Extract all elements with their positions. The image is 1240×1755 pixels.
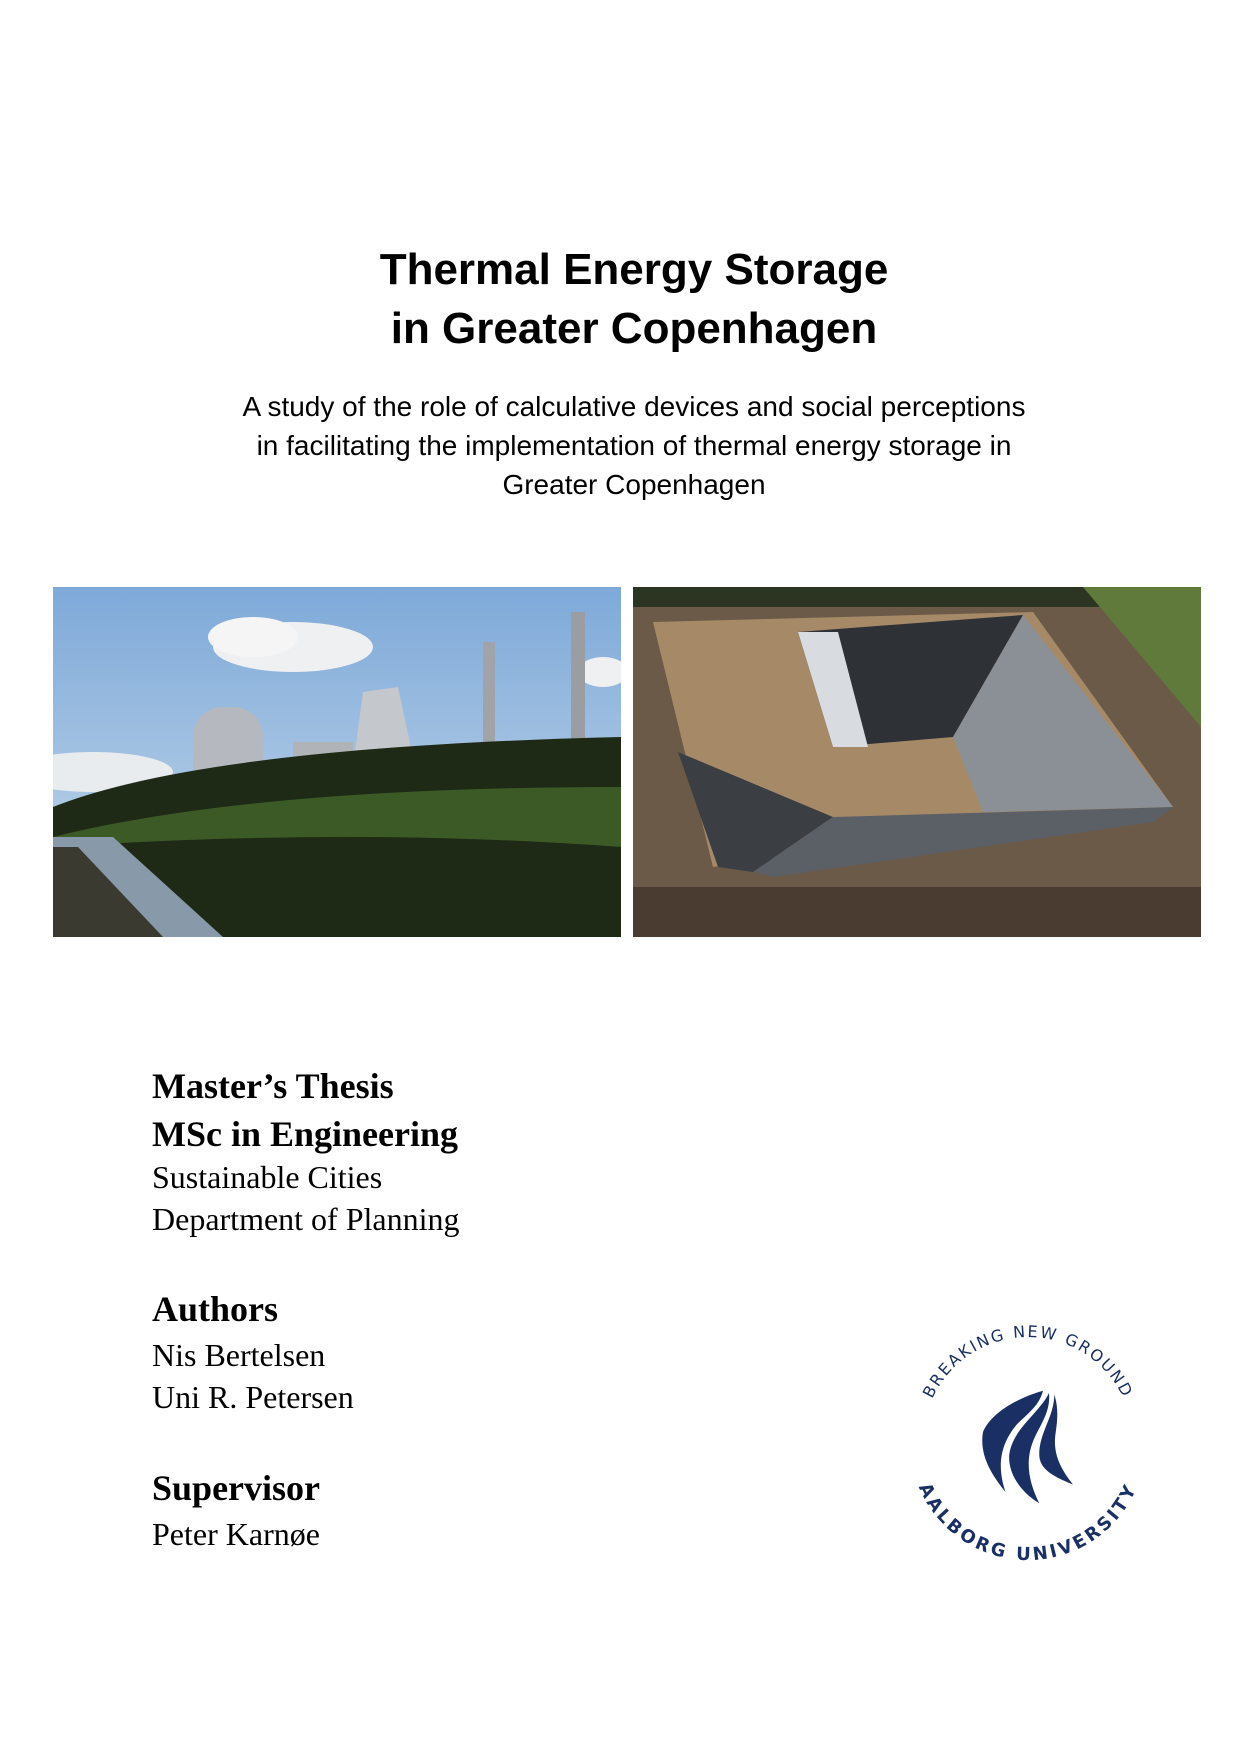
- author-name: Nis Bertelsen: [152, 1337, 326, 1373]
- degree: MSc in Engineering: [152, 1114, 459, 1154]
- storage-pit-photo: [633, 587, 1201, 937]
- thesis-type: Master’s Thesis: [152, 1066, 394, 1106]
- svg-text:BREAKING NEW GROUND: [919, 1322, 1138, 1401]
- programme: Sustainable Cities: [152, 1159, 383, 1195]
- aalborg-emblem-icon: [982, 1391, 1073, 1504]
- logo-top-text: BREAKING NEW GROUND: [918, 1321, 1138, 1401]
- aalborg-university-logo: [898, 1312, 1158, 1572]
- subtitle-line-1: A study of the role of calculative devices and social perceptions: [242, 391, 1026, 422]
- department: Department of Planning: [152, 1201, 460, 1237]
- subtitle-line-2: in facilitating the implementation of thermal energy storage in: [256, 430, 1012, 461]
- supervisor-heading: Supervisor: [152, 1468, 321, 1508]
- power-plant-photo: [53, 587, 621, 937]
- subtitle-line-3: Greater Copenhagen: [502, 469, 766, 500]
- title-line-1: Thermal Energy Storage: [379, 245, 889, 294]
- authors-heading: Authors: [152, 1289, 279, 1329]
- logo-bottom-text: AALBORG UNIVERSITY: [913, 1479, 1142, 1566]
- supervisor-name: Peter Karnøe: [152, 1516, 320, 1552]
- title-line-2: in Greater Copenhagen: [390, 304, 878, 353]
- author-name: Uni R. Petersen: [152, 1379, 354, 1415]
